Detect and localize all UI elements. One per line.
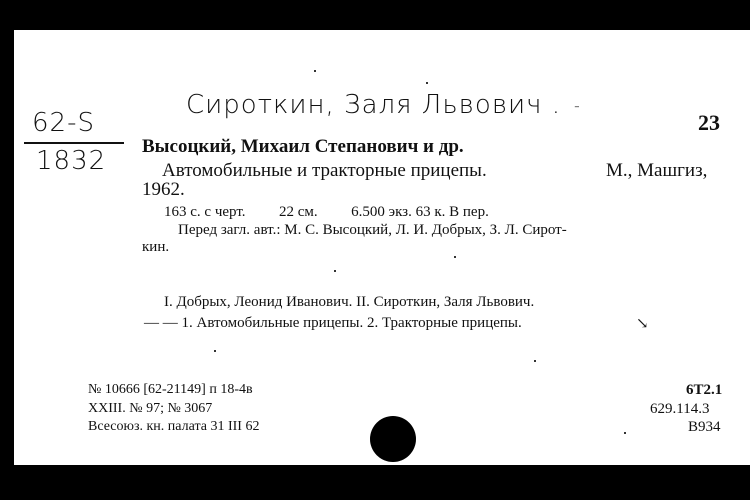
- responsibility-line-2: кин.: [142, 239, 170, 255]
- speck: [534, 360, 536, 362]
- classification-2: 629.114.3: [650, 401, 710, 417]
- speck: [454, 256, 456, 258]
- pages-text: 163 с. с черт.: [164, 204, 246, 220]
- print-run-text: 6.500 экз. 63 к. В пер.: [351, 204, 489, 220]
- handwritten-annotation: Сироткин, Заля Львович .: [186, 90, 562, 120]
- catalog-series: XXIII. № 97; № 3067: [88, 401, 213, 416]
- shelfmark-divider: [24, 142, 124, 144]
- speck: [426, 82, 428, 84]
- pencil-tick-mark: ↘: [636, 316, 649, 332]
- shelfmark-bottom: 1832: [36, 146, 107, 176]
- speck: [314, 70, 316, 72]
- speck: [214, 350, 216, 352]
- chamber-stamp-line: Всесоюз. кн. палата 31 III 62: [88, 419, 260, 434]
- classification-1: 6Т2.1: [686, 382, 723, 398]
- registration-number: № 10666 [62-21149] п 18-4в: [88, 382, 253, 397]
- shelfmark-top: 62-S: [32, 108, 95, 138]
- book-title: Автомобильные и тракторные прицепы.: [162, 160, 487, 181]
- speck: [334, 270, 336, 272]
- publication-year: 1962.: [142, 179, 185, 200]
- size-text: 22 см.: [279, 204, 318, 220]
- card-number: 23: [698, 110, 720, 135]
- handwritten-mark: -: [574, 96, 581, 115]
- tracing-line-1: I. Добрых, Леонид Иванович. II. Сироткин, Заля Львович.: [164, 294, 535, 310]
- physical-description: [164, 204, 489, 221]
- classification-3: В934: [688, 419, 721, 435]
- catalog-card: [14, 30, 750, 465]
- tracing-line-2: — — 1. Автомобильные прицепы. 2. Тракторные прицепы.: [144, 315, 522, 331]
- card-punch-hole: [370, 416, 416, 462]
- publisher: М., Машгиз,: [606, 160, 708, 181]
- responsibility-line-1: Перед загл. авт.: М. С. Высоцкий, Л. И. Добрых, З. Л. Сирот-: [178, 222, 567, 238]
- author-heading: Высоцкий, Михаил Степанович и др.: [142, 136, 464, 157]
- speck: [624, 432, 626, 434]
